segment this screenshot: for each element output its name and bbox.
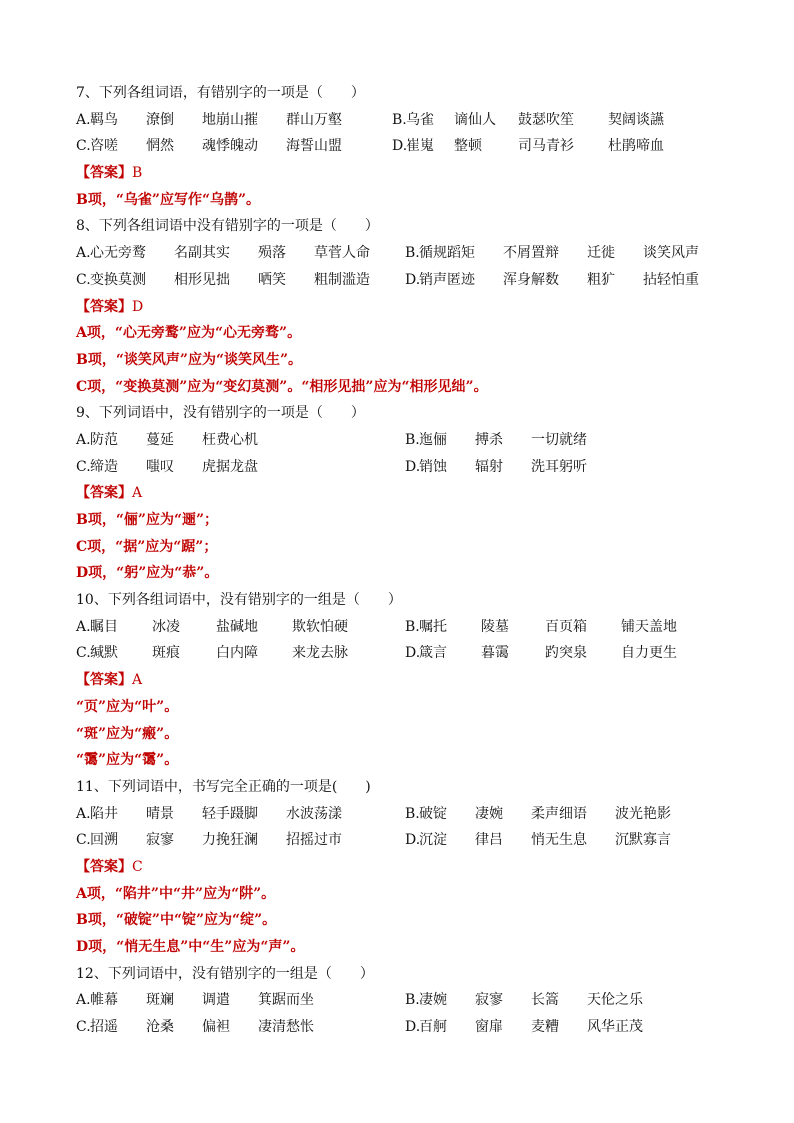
option-word: 盐碱地 — [216, 618, 258, 635]
option-word: 沧桑 — [146, 1019, 174, 1036]
explanation: A项，“心无旁鹜”应为“心无旁骛”。 — [76, 325, 302, 342]
question-stem: 11、下列词语中，书写完全正确的一项是( ) — [76, 778, 371, 795]
option-row — [76, 640, 716, 667]
option-word: 水波荡漾 — [286, 805, 342, 822]
explanation: B项，“谈笑风声”应为“谈笑风生”。 — [76, 351, 303, 368]
option-word: 嘱托 — [419, 618, 447, 635]
option-word: 辐射 — [475, 458, 503, 475]
option-label: C. — [76, 832, 91, 849]
option-label: B. — [405, 245, 420, 262]
option-word: 鼓瑟吹笙 — [518, 111, 574, 128]
question-stem: 7、下列各组词语，有错别字的一项是（ ） — [76, 85, 365, 101]
option-word: 崔嵬 — [406, 138, 434, 155]
option-row — [76, 827, 716, 854]
option-word: 暮霭 — [481, 645, 509, 662]
option-word: 百页箱 — [545, 618, 587, 635]
option-word: 咨嗟 — [90, 138, 118, 155]
option-label: B. — [405, 618, 420, 635]
explanation: B项，“俪”应为“逦”； — [76, 512, 219, 528]
option-word: 拈轻怕重 — [643, 271, 699, 288]
option-word: 海誓山盟 — [286, 138, 342, 155]
answer-value: D — [132, 298, 144, 315]
option-word: 破锭 — [419, 805, 447, 822]
explanation: “霭”应为“霭”。 — [76, 752, 179, 769]
option-word: 杜鹃啼血 — [608, 138, 664, 155]
option-word: 瞩目 — [90, 618, 118, 635]
option-word: 斑痕 — [152, 645, 180, 662]
option-label: C. — [76, 645, 91, 662]
option-word: 变换莫测 — [90, 271, 146, 288]
option-word: 悄无生息 — [531, 832, 587, 849]
option-word: 地崩山摧 — [202, 111, 258, 128]
option-row — [76, 614, 716, 641]
question-stem: 12、下列词语中，没有错别字的一组是（ ） — [76, 965, 374, 982]
option-word: 波光艳影 — [615, 805, 671, 822]
option-word: 羁鸟 — [90, 111, 118, 128]
option-word: 帷幕 — [90, 992, 118, 1009]
option-word: 铺天盖地 — [621, 618, 677, 635]
option-word: 司马青衫 — [518, 138, 574, 155]
option-word: 偏袒 — [202, 1019, 230, 1036]
option-label: D. — [405, 832, 421, 849]
option-word: 哂笑 — [258, 271, 286, 288]
option-word: 晴景 — [146, 805, 174, 822]
option-word: 虎据龙盘 — [202, 458, 258, 475]
option-label: C. — [76, 1019, 91, 1036]
answer-tag: 【答案】 — [76, 485, 132, 502]
option-word: 惘然 — [146, 138, 174, 155]
option-label: B. — [405, 992, 420, 1009]
answer-tag: 【答案】 — [76, 298, 132, 315]
option-word: 不屑置辩 — [503, 245, 559, 262]
option-word: 长篙 — [531, 992, 559, 1009]
option-word: 契阔谈讌 — [608, 111, 664, 128]
option-row — [76, 427, 716, 454]
option-word: 缄默 — [90, 645, 118, 662]
document-page — [76, 80, 716, 1041]
option-word: 销声匿迹 — [419, 271, 475, 288]
option-word: 轻手蹑脚 — [202, 805, 258, 822]
option-word: 一切就绪 — [531, 431, 587, 448]
option-word: 天伦之乐 — [587, 992, 643, 1009]
option-word: 相形见拙 — [174, 271, 230, 288]
option-word: 蔓延 — [146, 431, 174, 448]
option-word: 整顿 — [454, 138, 482, 155]
option-row — [76, 240, 716, 267]
option-label: C. — [76, 271, 91, 288]
option-word: 寂寥 — [475, 992, 503, 1009]
answer-value: A — [132, 485, 143, 502]
explanation: A项，“陷井”中“井”应为“阱”。 — [76, 885, 276, 902]
option-word: 搏杀 — [475, 431, 503, 448]
option-word: 白内障 — [216, 645, 258, 662]
option-word: 乌雀 — [406, 111, 434, 128]
option-word: 力挽狂澜 — [202, 832, 258, 849]
option-label: D. — [405, 271, 421, 288]
option-label: A. — [76, 805, 91, 822]
option-word: 心无旁鹜 — [90, 245, 146, 262]
answer-line — [76, 160, 716, 187]
answer-tag: 【答案】 — [76, 858, 132, 875]
option-word: 防范 — [90, 431, 118, 448]
answer-value: C — [132, 858, 143, 875]
option-word: 销蚀 — [419, 458, 447, 475]
option-word: 草菅人命 — [314, 245, 370, 262]
option-word: 浑身解数 — [503, 271, 559, 288]
option-word: 枉费心机 — [202, 431, 258, 448]
option-word: 麦糟 — [531, 1019, 559, 1036]
answer-line — [76, 667, 716, 694]
option-word: 谪仙人 — [454, 111, 496, 128]
option-word: 来龙去脉 — [292, 645, 348, 662]
option-word: 殒落 — [258, 245, 286, 262]
option-row — [76, 107, 716, 134]
option-word: 调遣 — [202, 992, 230, 1009]
option-word: 粗制滥造 — [314, 271, 370, 288]
option-word: 迤俪 — [419, 431, 447, 448]
question-stem: 8、下列各组词语中没有错别字的一项是（ ） — [76, 218, 379, 235]
explanation: B项，“乌雀”应写作“乌鹊”。 — [76, 191, 261, 208]
option-word: 陵墓 — [481, 618, 509, 635]
option-word: 陷井 — [90, 805, 118, 822]
option-word: 沉淀 — [419, 832, 447, 849]
option-word: 箴言 — [419, 645, 447, 662]
option-word: 律吕 — [475, 832, 503, 849]
option-word: 凄婉 — [475, 805, 503, 822]
answer-line — [76, 854, 716, 881]
option-label: D. — [405, 1019, 421, 1036]
option-word: 回溯 — [90, 832, 118, 849]
option-label: B. — [392, 111, 407, 128]
answer-tag: 【答案】 — [76, 165, 132, 182]
question-stem: 9、下列词语中，没有错别字的一项是（ ） — [76, 405, 365, 422]
option-label: C. — [76, 138, 91, 155]
option-word: 洗耳躬听 — [531, 458, 587, 475]
explanation: “斑”应为“瘢”。 — [76, 725, 179, 742]
option-word: 百舸 — [419, 1019, 447, 1036]
option-word: 沉默寡言 — [615, 832, 671, 849]
option-word: 缔造 — [90, 458, 118, 475]
option-word: 粗犷 — [587, 271, 615, 288]
option-word: 招遥 — [90, 1019, 118, 1036]
option-row — [76, 801, 716, 828]
option-word: 冰凌 — [152, 618, 180, 635]
option-row — [76, 267, 716, 294]
option-word: 循规蹈矩 — [419, 245, 475, 262]
option-word: 迁徙 — [587, 245, 615, 262]
option-label: D. — [405, 645, 421, 662]
question-stem: 10、下列各组词语中，没有错别字的一组是（ ） — [76, 592, 402, 609]
option-word: 群山万壑 — [286, 111, 342, 128]
option-row — [76, 454, 716, 481]
option-word: 柔声细语 — [531, 805, 587, 822]
answer-value: B — [132, 165, 143, 182]
option-label: D. — [392, 138, 408, 155]
answer-value: A — [132, 672, 143, 689]
option-word: 凄婉 — [419, 992, 447, 1009]
option-word: 自力更生 — [621, 645, 677, 662]
option-label: B. — [405, 431, 420, 448]
option-label: A. — [76, 111, 91, 128]
explanation: D项，“悄无生息”中“生”应为“声”。 — [76, 939, 305, 955]
option-row — [76, 987, 716, 1014]
option-word: 嗤叹 — [146, 458, 174, 475]
option-word: 欺软怕硬 — [292, 618, 348, 635]
option-word: 凄清愁怅 — [258, 1019, 314, 1036]
option-label: A. — [76, 618, 91, 635]
option-label: C. — [76, 458, 91, 475]
answer-tag: 【答案】 — [76, 672, 132, 689]
option-row — [76, 1014, 716, 1041]
option-word: 招摇过市 — [286, 832, 342, 849]
option-word: 窗扉 — [475, 1019, 503, 1036]
option-word: 谈笑风声 — [643, 245, 699, 262]
option-label: A. — [76, 992, 91, 1009]
option-label: D. — [405, 458, 421, 475]
explanation: B项，“破锭”中“锭”应为“绽”。 — [76, 912, 277, 929]
answer-line — [76, 294, 716, 321]
explanation: D项，“躬”应为“恭”。 — [76, 565, 219, 582]
option-word: 风华正茂 — [587, 1019, 643, 1036]
option-word: 名副其实 — [174, 245, 230, 262]
option-word: 斑斓 — [146, 992, 174, 1009]
explanation: C项，“据”应为“踞”； — [76, 538, 218, 555]
option-word: 寂寥 — [146, 832, 174, 849]
explanation: C项，“变换莫测”应为“变幻莫测”。“相形见拙”应为“相形见绌”。 — [76, 378, 488, 395]
option-label: A. — [76, 431, 91, 448]
option-word: 箕踞而坐 — [258, 992, 314, 1009]
option-word: 潦倒 — [146, 111, 174, 128]
option-label: B. — [405, 805, 420, 822]
option-word: 魂悸魄动 — [202, 138, 258, 155]
option-label: A. — [76, 245, 91, 262]
answer-line — [76, 480, 716, 507]
explanation: “页”应为“叶”。 — [76, 698, 179, 715]
option-row — [76, 133, 716, 160]
option-word: 趵突泉 — [545, 645, 587, 662]
